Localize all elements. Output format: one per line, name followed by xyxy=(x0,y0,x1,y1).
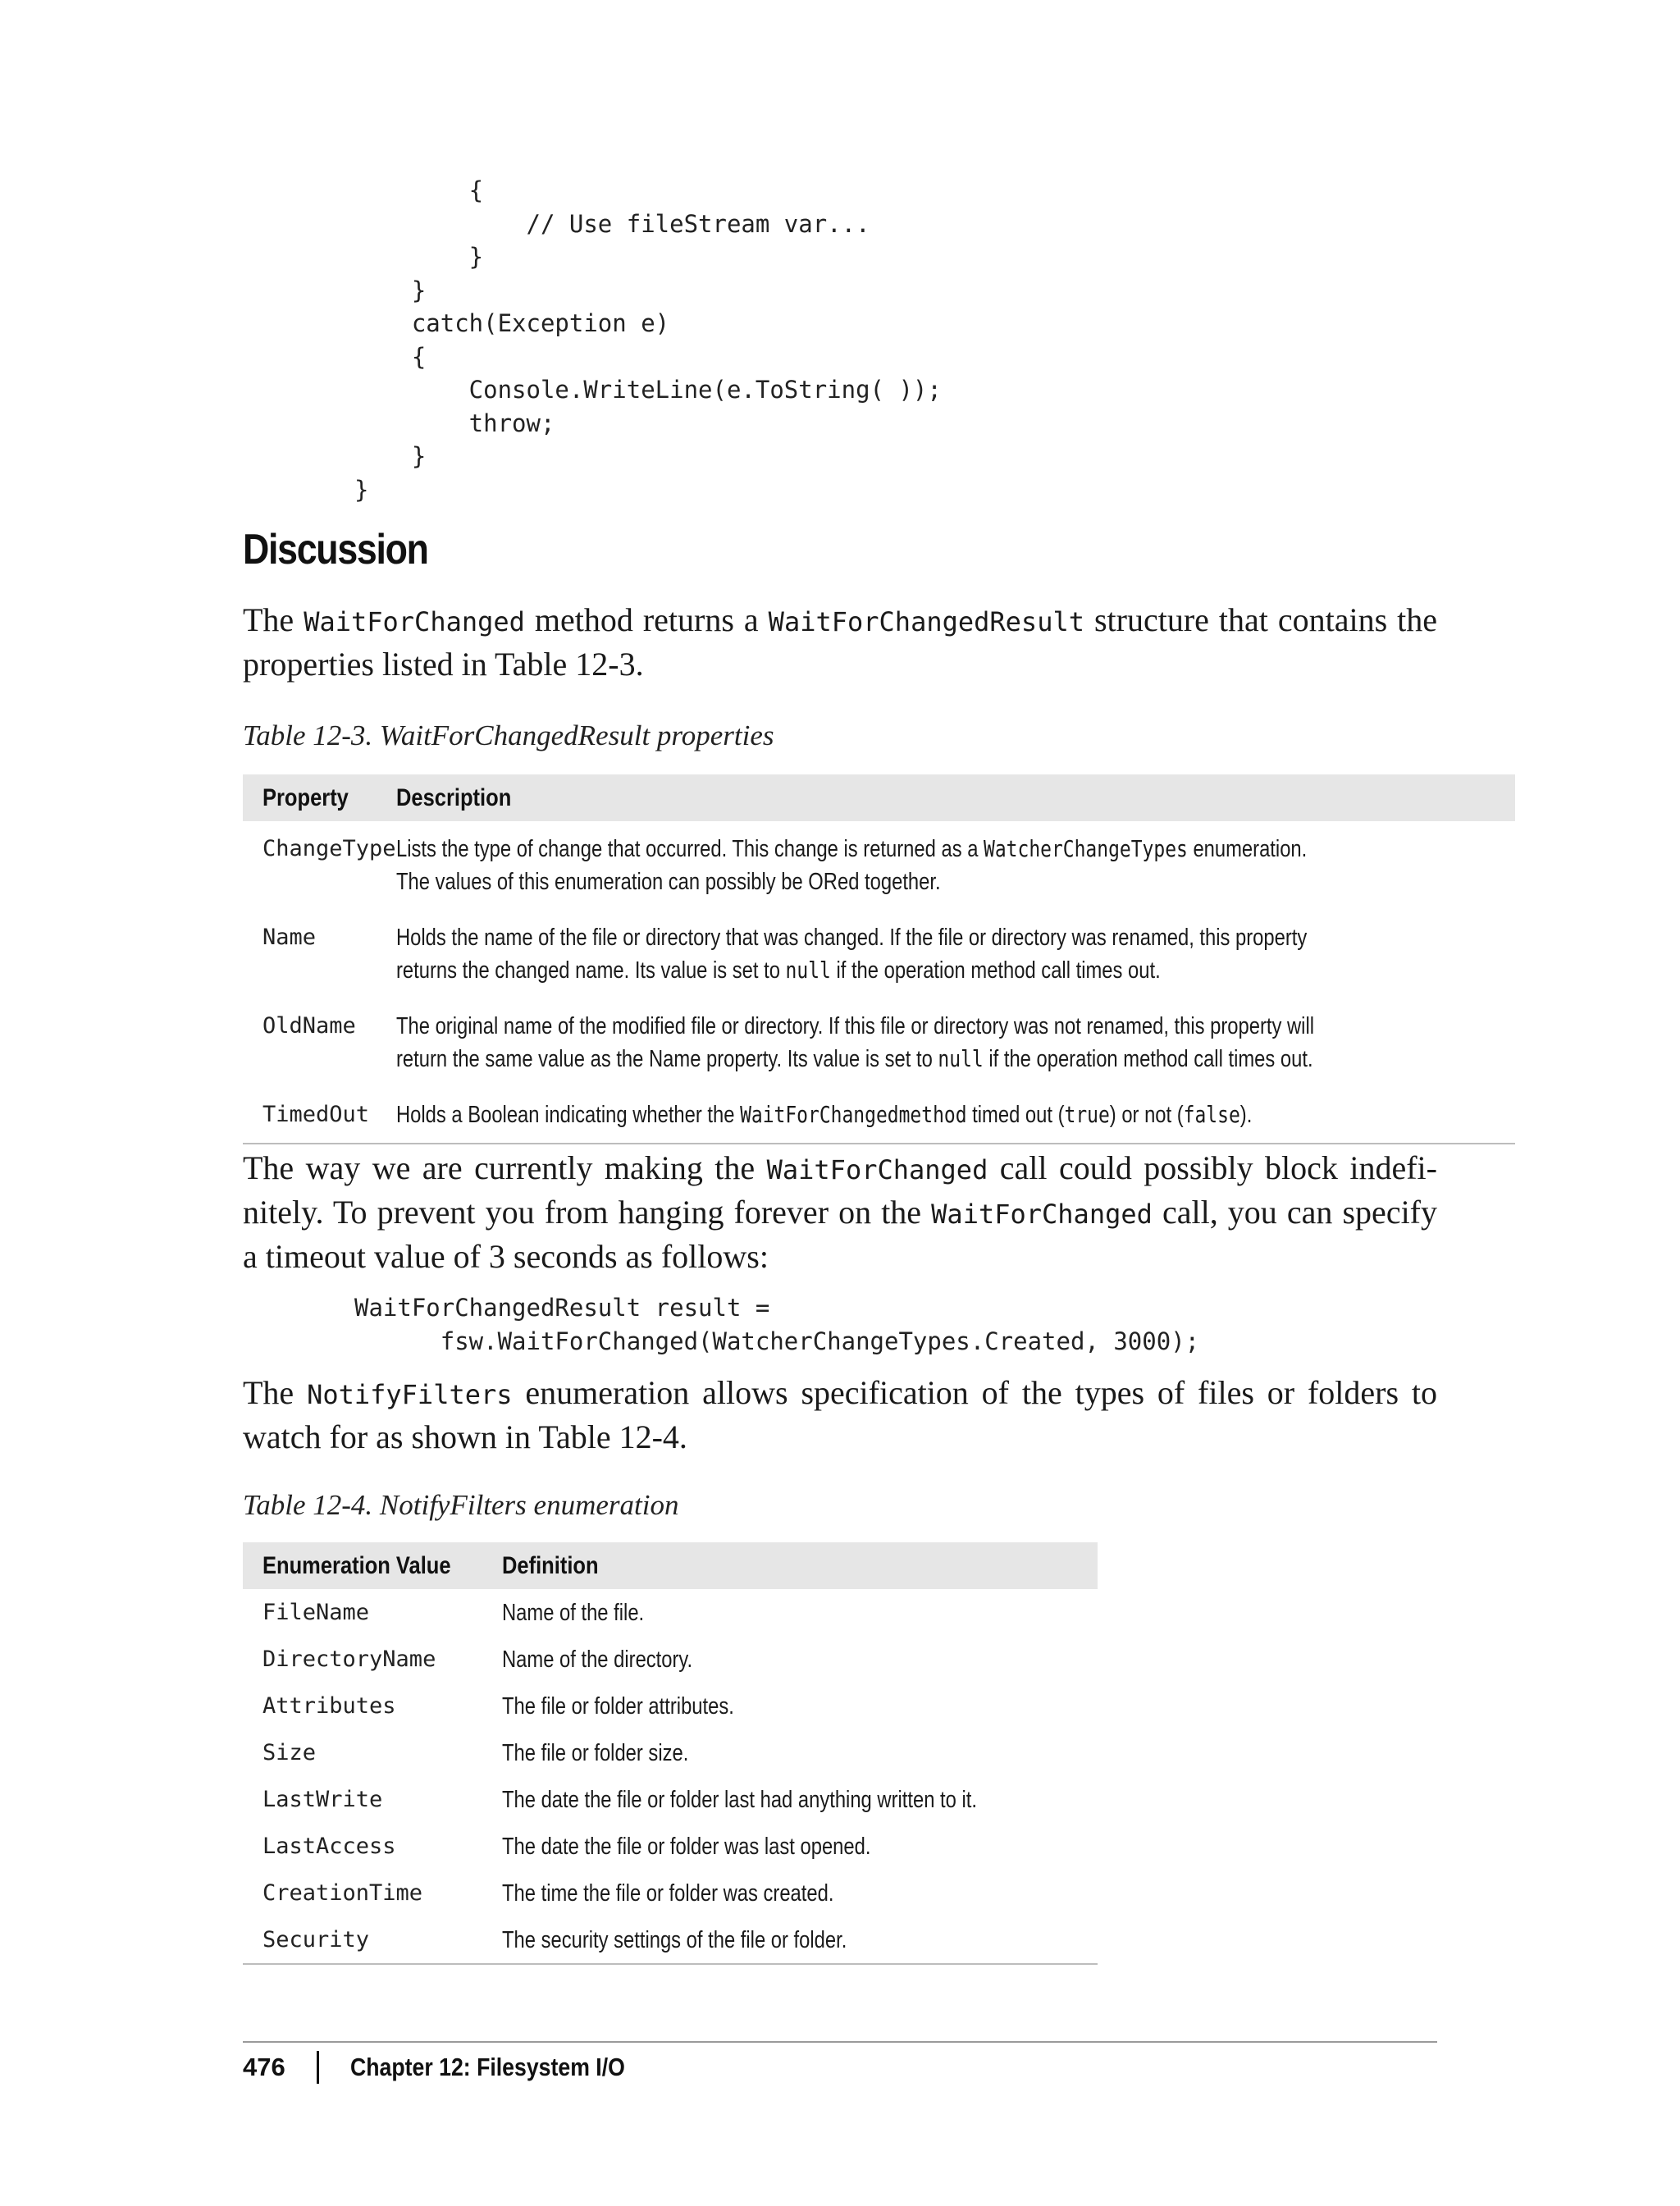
code-line: fsw.WaitForChanged(WatcherChangeTypes.Created, 3000); xyxy=(354,1327,1200,1355)
para-text: The way we are currently making the xyxy=(243,1149,767,1186)
enum-definition: Name of the file. xyxy=(502,1599,645,1626)
enum-value: CreationTime xyxy=(262,1880,423,1906)
code-line: } xyxy=(354,475,369,504)
column-header-enumeration-value: Enumeration Value xyxy=(262,1551,451,1579)
property-description: The original name of the modified file or directory. If this file or directory was not renamed, this property will return the same value as the Name property. Its value is set to null if the operation method call times out. xyxy=(395,1013,1314,1072)
table-row xyxy=(243,1589,1098,1636)
chapter-title: Chapter 12: Filesystem I/O xyxy=(349,2053,625,2081)
column-header-description: Description xyxy=(395,783,511,811)
code-line: } xyxy=(354,243,484,271)
inline-code: null xyxy=(937,1045,984,1072)
para-text: enumeration allows specification of the types of files or folders to watch for as shown in Table 12-4. xyxy=(243,1374,1438,1455)
enum-value: Attributes xyxy=(262,1693,396,1719)
enum-definition: Name of the directory. xyxy=(502,1646,693,1673)
property-name: OldName xyxy=(262,1013,356,1039)
inline-code: WaitForChangedmethod xyxy=(739,1101,967,1128)
inline-code: true xyxy=(1064,1101,1110,1128)
enum-definition: The date the file or folder was last opened. xyxy=(502,1833,871,1860)
footer-separator xyxy=(317,2051,319,2084)
code-line: } xyxy=(354,442,427,470)
property-name: ChangeType xyxy=(262,836,396,861)
property-name: TimedOut xyxy=(243,1087,396,1144)
enum-value: Security xyxy=(243,1916,502,1964)
table-row xyxy=(243,1776,1098,1823)
code-line: } xyxy=(354,276,427,304)
property-name: Name xyxy=(262,925,317,950)
para-text: structure that contains the properties listed in Table 12-3. xyxy=(243,601,1438,683)
enum-value: FileName xyxy=(262,1600,370,1625)
code-line: // Use fileStream var... xyxy=(354,209,870,238)
table-row xyxy=(243,910,1515,998)
code-block-timeout xyxy=(354,1291,1199,1358)
inline-code: NotifyFilters xyxy=(307,1379,513,1410)
enum-value: Size xyxy=(262,1740,317,1765)
table-4-caption: Table 12-4. NotifyFilters enumeration xyxy=(243,1489,679,1521)
code-line: Console.WriteLine(e.ToString( )); xyxy=(354,376,942,404)
code-block-top xyxy=(354,174,942,506)
enum-value: LastWrite xyxy=(262,1787,383,1812)
table-row xyxy=(243,1087,1515,1144)
para-text: call, you can specify a timeout value of 3 seconds as follows: xyxy=(243,1194,1437,1275)
para-text: method returns a xyxy=(524,601,769,638)
table-row xyxy=(243,1683,1098,1729)
inline-code: WaitForChanged xyxy=(931,1199,1153,1230)
table-row xyxy=(243,1729,1098,1776)
discussion-paragraph-3 xyxy=(243,1372,1437,1458)
section-heading: Discussion xyxy=(243,526,428,573)
inline-code: null xyxy=(785,957,831,984)
property-description: Lists the type of change that occurred. This change is returned as a WatcherChangeTypes enumeration. The values of this enumeration can possibly be ORed together. xyxy=(395,835,1307,895)
column-header-definition: Definition xyxy=(502,1551,599,1579)
table-header-row xyxy=(243,774,1515,821)
inline-code: WaitForChangedResult xyxy=(768,606,1084,637)
discussion-paragraph-1 xyxy=(243,599,1437,685)
enum-definition: The security settings of the file or folder. xyxy=(502,1916,1098,1964)
enum-definition: The file or folder size. xyxy=(502,1739,689,1766)
code-line: { xyxy=(354,176,484,204)
inline-code: false xyxy=(1183,1101,1240,1128)
enum-definition: The date the file or folder last had anything written to it. xyxy=(502,1786,977,1813)
para-text: The xyxy=(243,601,304,638)
code-line: throw; xyxy=(354,409,555,437)
inline-code: WatcherChangeTypes xyxy=(983,835,1188,862)
table-row xyxy=(243,998,1515,1087)
inline-code: WaitForChanged xyxy=(304,606,525,637)
inline-code: WaitForChanged xyxy=(766,1154,988,1185)
table-notifyfilters-enumeration xyxy=(243,1542,1098,1965)
table-waitforchangedresult-properties xyxy=(243,774,1515,1144)
table-row xyxy=(243,1823,1098,1870)
code-line: { xyxy=(354,342,427,371)
code-line: WaitForChangedResult result = xyxy=(354,1294,770,1322)
footer-divider xyxy=(243,2041,1437,2043)
enum-definition: The file or folder attributes. xyxy=(502,1692,734,1720)
property-description: Holds the name of the file or directory that was changed. If the file or directory was renamed, this property returns the changed name. Its value is set to null if the operation method call times out. xyxy=(395,925,1307,984)
para-text: The xyxy=(243,1374,308,1411)
page-footer xyxy=(243,2049,669,2085)
table-row xyxy=(243,1636,1098,1683)
table-row xyxy=(243,1916,1098,1964)
property-description: Holds a Boolean indicating whether the WaitForChangedmethod timed out (true) or not (false). xyxy=(396,1087,1516,1144)
page-number: 476 xyxy=(243,2053,285,2081)
table-header-row xyxy=(243,1542,1098,1589)
enum-value: DirectoryName xyxy=(262,1647,436,1672)
enum-value: LastAccess xyxy=(262,1834,396,1859)
para-text: call could possibly block indefi-nitely. To prevent you from hanging forever on the xyxy=(243,1149,1437,1231)
enum-definition: The time the file or folder was created. xyxy=(502,1879,834,1907)
table-row xyxy=(243,1870,1098,1916)
discussion-paragraph-2 xyxy=(243,1147,1437,1277)
code-line: catch(Exception e) xyxy=(354,309,670,337)
table-row xyxy=(243,821,1515,910)
table-3-caption: Table 12-3. WaitForChangedResult properties xyxy=(243,719,774,751)
column-header-property: Property xyxy=(262,783,349,811)
